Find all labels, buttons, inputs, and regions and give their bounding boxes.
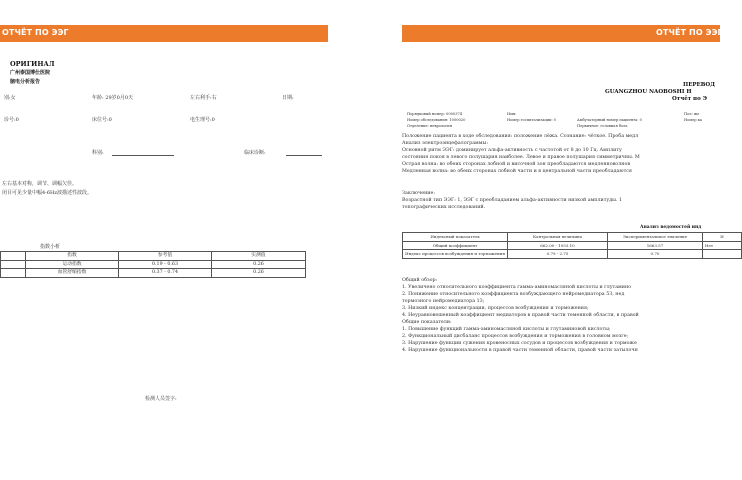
conclusion-line: топографических исследований.: [402, 205, 486, 210]
info-serial: Порядковый номер: 0000374: [407, 112, 463, 116]
note-line-1: 左右基本对称，调节、调幅欠佳。: [2, 181, 78, 187]
right-band-label: ОТЧЁТ ПО ЭЭГ: [656, 28, 723, 37]
ru-table-caption: Анализ ведомостей инд: [640, 225, 702, 230]
table-cell: 0.70: [608, 250, 703, 259]
visit-number: 诊号:0: [4, 117, 19, 123]
patient-age: 年龄: 29岁0月0天: [92, 95, 133, 101]
index-table-header: 指数: [26, 252, 119, 261]
table-cell: 0.26: [212, 269, 306, 278]
index-table-header: 实测值: [212, 252, 306, 261]
conclusion-heading: Заключение:: [402, 191, 435, 196]
right-report-page: [402, 0, 724, 480]
diagnosis-underline: [286, 155, 322, 156]
diagnosis-label: 临床诊断:: [244, 150, 266, 156]
finding-line: 3. Низкий индекс концентрации, процессов возбуждения и торможения;: [402, 306, 589, 311]
info-department: Отделение: неврология: [407, 124, 452, 128]
table-row: [403, 250, 742, 259]
table-cell: 0.19 - 0.63: [119, 260, 212, 269]
finding-line: 1. Увеличено относительного коэффициента гамма-аминомасляной кислоты и глутамино: [402, 285, 632, 290]
paragraph-line: Основной ритм ЭЭГ: доминирует альфа-активность с частотой от 8 до 10 Гц. Амплиту: [402, 148, 622, 153]
report-title-ru: Отчёт по Э: [672, 96, 708, 102]
info-name: Имя:: [507, 112, 517, 116]
info-primary: Первичное: головная боль: [577, 124, 628, 128]
paragraph-line: Анализ электроэнцефалограммы:: [402, 141, 488, 146]
translation-label: ПЕРЕВОД: [683, 82, 716, 88]
index-table-header: 参考值: [119, 252, 212, 261]
left-header-band: [0, 25, 328, 42]
info-card: Номер ка: [684, 118, 703, 122]
paragraph-line: состояния покоя в левого полушария наиболее. Левое и правое полушария симметричны. М: [402, 155, 640, 160]
table-row: [1, 269, 306, 278]
bed-number: 床位号:0: [92, 117, 112, 123]
info-sex: Пол: же: [684, 112, 700, 116]
index-table-blank-cell: [1, 252, 26, 261]
hospital-name: 广州泰国博仕医院: [10, 70, 51, 76]
table-cell: 0.26: [212, 260, 306, 269]
table-cell: 运动指数: [26, 260, 119, 269]
clinic-underline: [112, 155, 174, 156]
index-table-caption: 指数小析: [40, 244, 61, 250]
index-table-header-row: [1, 252, 306, 261]
finding-line: тормозного нейромедиатора 13;: [402, 299, 485, 304]
finding-line: 2. Функциональный дисбаланс процессов возбуждения и торможения в головном мозге;: [402, 334, 629, 339]
ru-index-table: [402, 232, 742, 259]
signature-label: 检测人员签字:: [145, 396, 177, 402]
table-cell: 血管舒缩指数: [26, 269, 119, 278]
finding-line: Общий обзор:: [402, 278, 438, 283]
report-date: 日期:: [282, 95, 294, 101]
table-cell: [703, 250, 742, 259]
table-row: [403, 241, 742, 250]
table-cell: 662.00 - 1053.10: [508, 241, 608, 250]
table-cell: 0.37 - 0.74: [119, 269, 212, 278]
ru-table-header: Контрольная величина: [508, 233, 608, 242]
note-line-2: 闭目可见少量中幅4-6Hz波描述性波段。: [2, 190, 93, 196]
finding-line: 4. Неуравновешенный коэффициент медиаторов в правой части теменной области, в правой: [402, 313, 639, 318]
ru-table-header: Индексный показатель: [403, 233, 508, 242]
right-header-band: [402, 25, 723, 42]
index-table-blank-cell: [1, 260, 26, 269]
paragraph-line: Положение пациента в ходе обследования: положение лёжа. Сознание: чёткое. Проба медл: [402, 134, 639, 139]
table-cell: Общий коэффициент: [403, 241, 508, 250]
hospital-name-latin: GUANGZHOU NAOBOSHI H: [605, 89, 692, 95]
finding-line: 3. Нарушение функции сужения кровеносных сосудов и процессов возбуждения и торможе: [402, 341, 637, 346]
paragraph-line: Медленная волна: во обеих сторонах лобной части и в центральной части преобладаются: [402, 169, 632, 174]
table-cell: Индекс процессов возбуждения и торможения: [403, 250, 508, 259]
table-cell: 1663.57: [608, 241, 703, 250]
clinic-label: 科别:: [92, 150, 104, 156]
table-cell: 0.79 - 2.75: [508, 250, 608, 259]
finding-line: Общие показатели:: [402, 320, 452, 325]
report-title: 脑电分析报告: [10, 79, 41, 85]
patient-handedness: 左右利手:右: [190, 95, 217, 101]
paragraph-line: Острая волна: во обеих сторонах лобной и височной зон преобладаются медленноволнов: [402, 162, 631, 167]
eeg-number: 电生理号:0: [190, 117, 215, 123]
index-table: [0, 251, 306, 278]
conclusion-line: Возрастной тип ЭЭГ: 1, ЭЭГ с преобладанием альфа-активности низкой амплитуды. 1: [402, 198, 623, 203]
table-cell: Нет: [703, 241, 742, 250]
ru-table-header: И: [703, 233, 742, 242]
finding-line: 4. Нарушение функциональности в правой части теменной области, правой части затылочн: [402, 348, 638, 353]
left-band-label: ОТЧЁТ ПО ЭЭГ: [2, 28, 69, 37]
index-table-blank-cell: [1, 269, 26, 278]
ru-table-header: Экспериментальное значение: [608, 233, 703, 242]
left-report-page: [0, 0, 328, 480]
patient-sex: 别:女: [4, 95, 16, 101]
original-label: ОРИГИНАЛ: [10, 60, 55, 68]
table-row: [1, 260, 306, 269]
info-outpatient: Амбулаторный номер пациента: 0: [577, 118, 642, 122]
info-hospitalization: Номер госпитализации: 0: [507, 118, 557, 122]
finding-line: 1. Повышение функций гамма-аминомасляной кислоты и глутаминовой кислоты;: [402, 327, 611, 332]
ru-table-header-row: [403, 233, 742, 242]
info-exam-number: Номер обследования: 1000020: [407, 118, 466, 122]
finding-line: 2. Понижение относительного коэффициента возбуждающего нейромедиатора 5З, нед: [402, 292, 625, 297]
